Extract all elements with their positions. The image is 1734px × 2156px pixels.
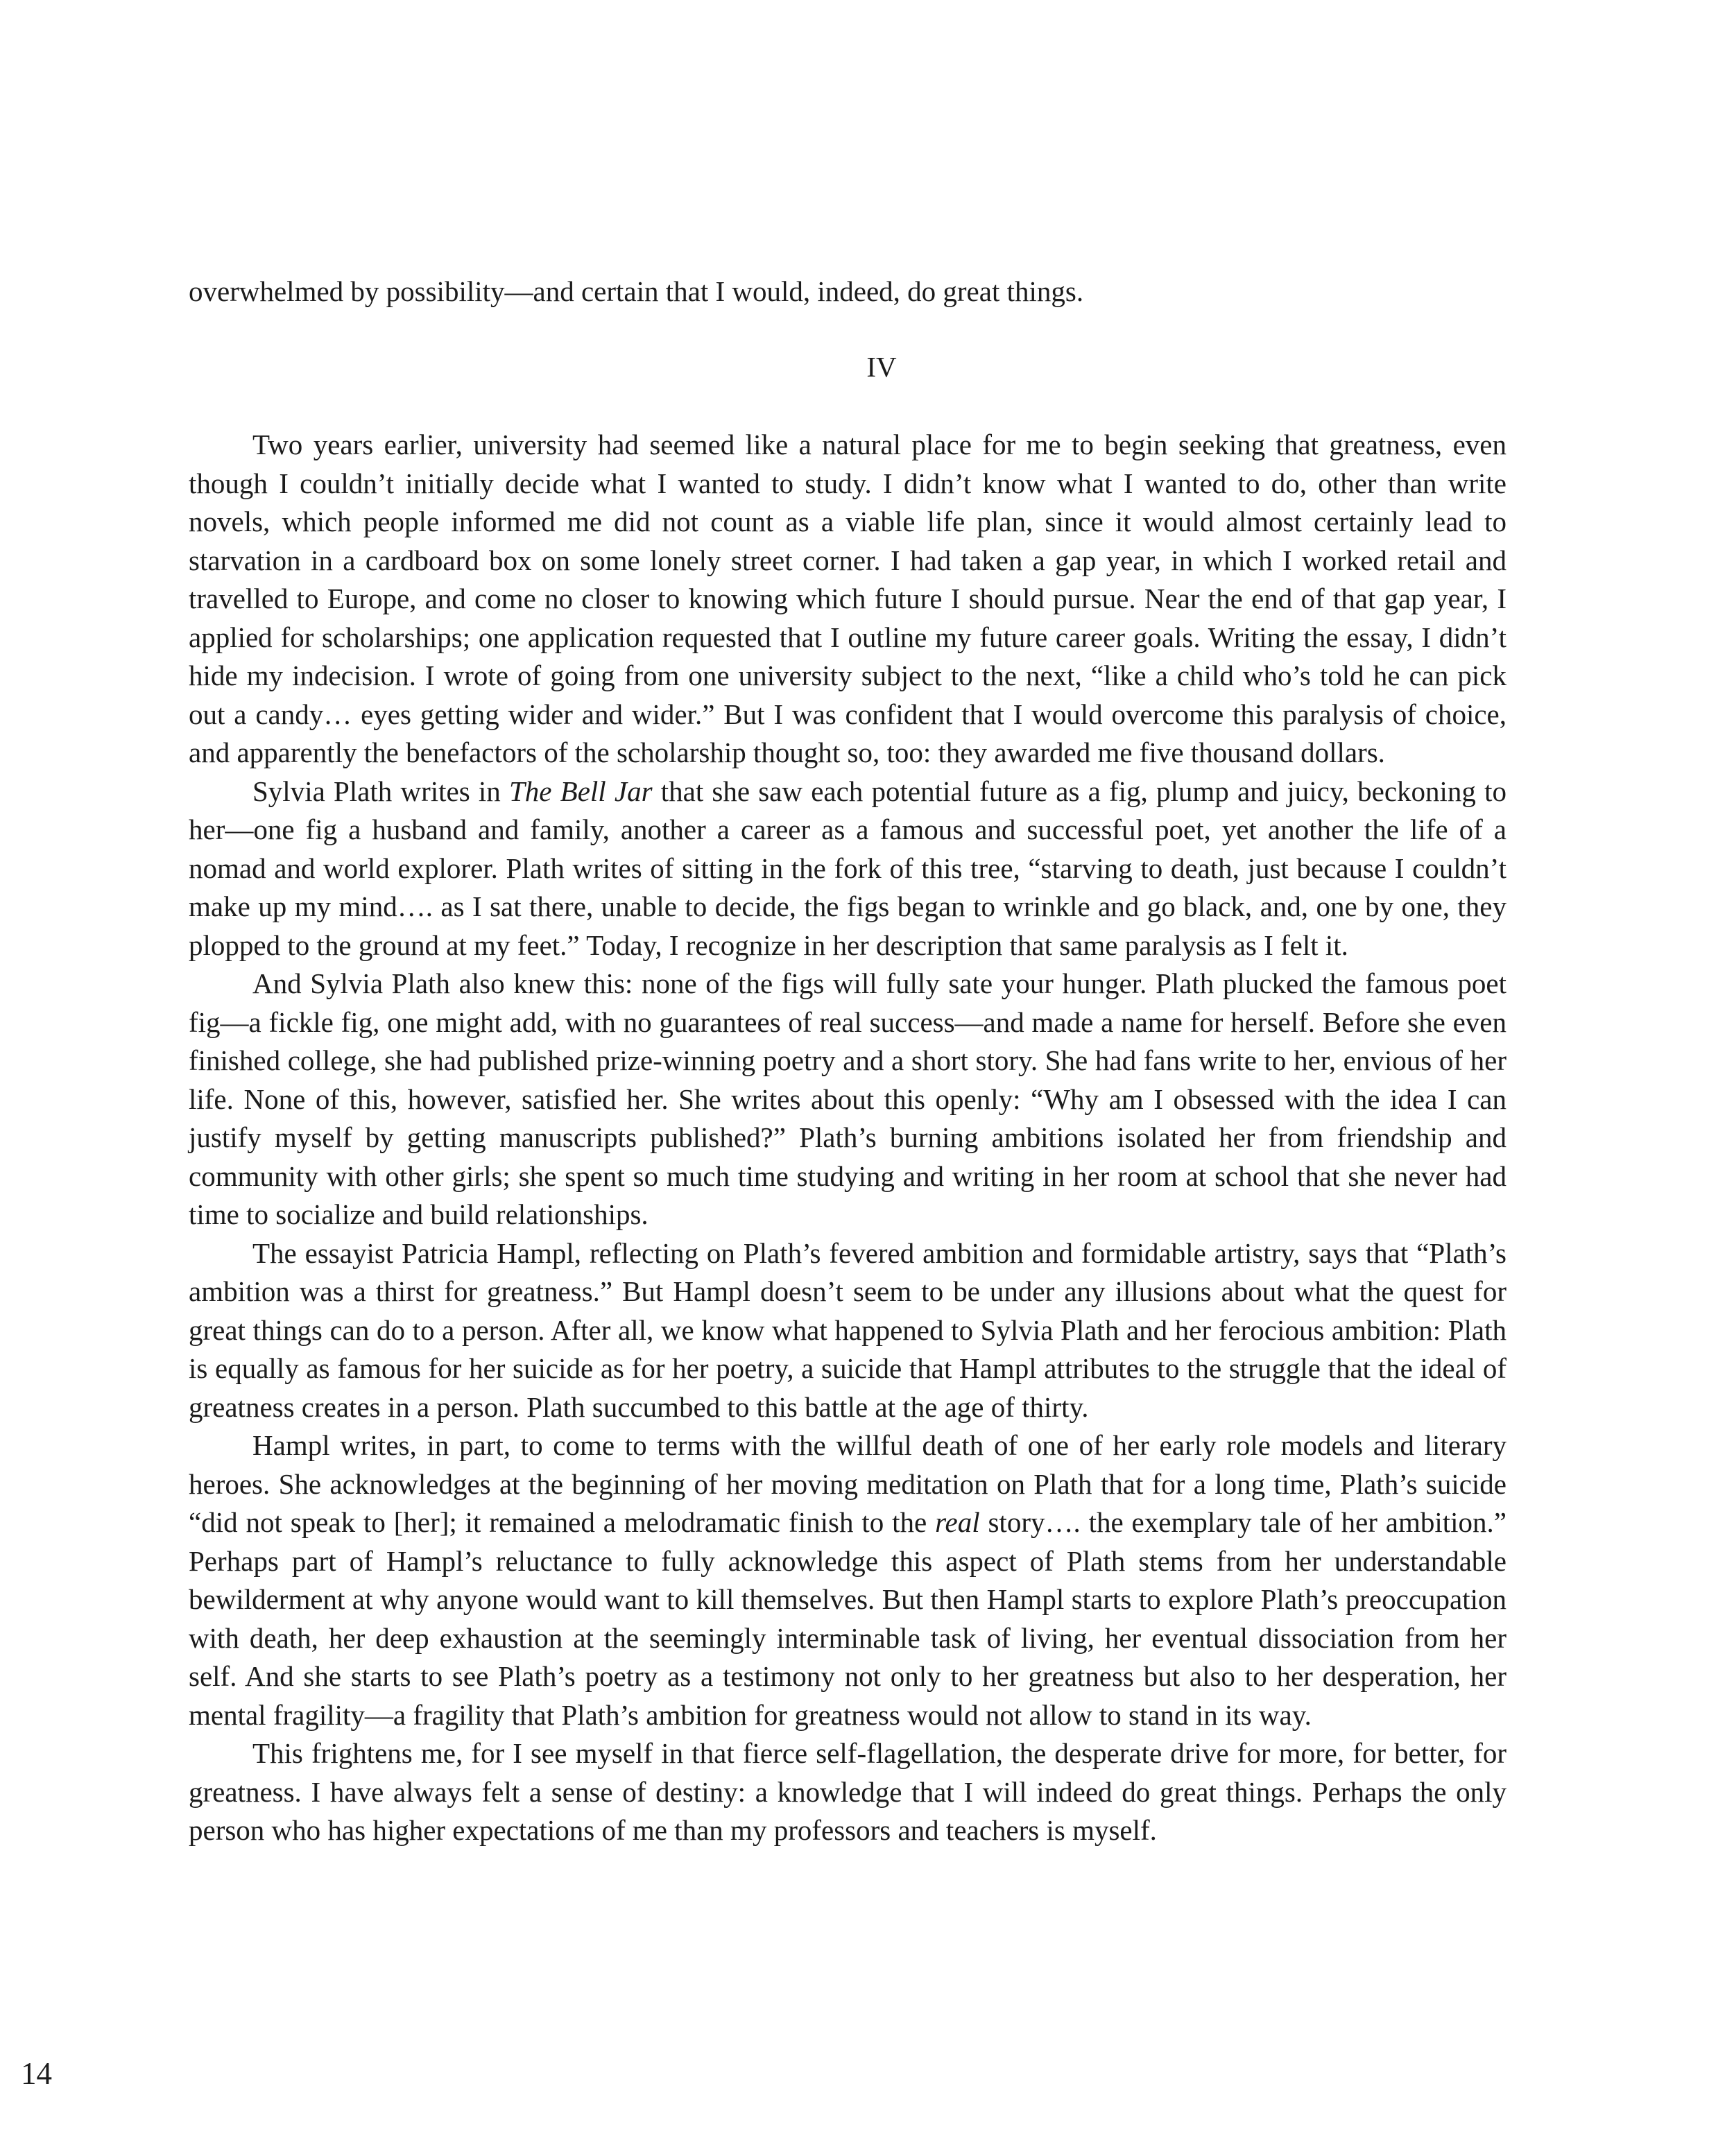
paragraph-text: Hampl writes, in part, to come to terms with the willful death of one of her early role models and literary heroes. She acknowledges at the beginning of her moving meditation on Plath that for a long time, Plath’s suicide “did not speak to [her]; it remained a melodramatic finish to the — [189, 1429, 1506, 1538]
paragraph-text: The essayist Patricia Hampl, reflecting on Plath’s fevered ambition and formidable artistry, says that “Plath’s ambition was a thirst for greatness.” But Hampl doesn’t seem to be under any illusions about what the quest for great things can do to a person. After all, we know what happened to Sylvia Plath and her ferocious ambition: Plath is equally as famous for her suicide as for her poetry, a suicide that Hampl attributes to the struggle that the ideal of greatness creates in a person. Plath succumbed to this battle at the age of thirty. — [189, 1236, 1506, 1423]
paragraph-2 — [189, 773, 1506, 965]
paragraph-3 — [189, 965, 1506, 1234]
paragraph-text: that she saw each potential future as a fig, plump and juicy, beckoning to her—one fig a husband and family, another a career as a famous and successful poet, yet another the life of a nomad and world explorer. Plath writes of sitting in the fork of this tree, “starving to death, just because I couldn’t make up my mind…. as I sat there, unable to decide, the figs began to wrinkle and go black, and, one by one, they plopped to the ground at my feet.” Today, I recognize in her description that same paralysis as I felt it. — [189, 775, 1507, 961]
paragraph-text: This frightens me, for I see myself in that fierce self-flagellation, the desperate drive for more, for better, for greatness. I have always felt a sense of destiny: a knowledge that I will indeed do great things. Perhaps the only person who has higher expectations of me than my professors and teachers is myself. — [189, 1737, 1506, 1846]
paragraph-6 — [189, 1734, 1506, 1850]
body-text — [189, 426, 1506, 1850]
paragraph-text: And Sylvia Plath also knew this: none of the figs will fully sate your hunger. Plath plucked the famous poet fig—a fickle fig, one might add, with no guarantees of real success—and made a name for herself. Before she even finished college, she had published prize-winning poetry and a short story. She had fans write to her, envious of her life. None of this, however, satisfied her. She writes about this openly: “Why am I obsessed with the idea I can justify myself by getting manuscripts published?” Plath’s burning ambitions isolated her from friendship and community with other girls; she spent so much time studying and writing in her room at school that she never had time to socialize and build relationships. — [189, 967, 1506, 1230]
paragraph-text: Two years earlier, university had seemed like a natural place for me to begin seeking that greatness, even though I couldn’t initially decide what I wanted to study. I didn’t know what I wanted to do, other than write novels, which people informed me did not count as a viable life plan, since it would almost certainly lead to starvation in a cardboard box on some lonely street corner. I had taken a gap year, in which I worked retail and travelled to Europe, and come no closer to knowing which future I should pursue. Near the end of that gap year, I applied for scholarships; one application requested that I outline my future career goals. Writing the essay, I didn’t hide my indecision. I wrote of going from one university subject to the next, “like a child who’s told he can pick out a candy… eyes getting wider and wider.” But I was confident that I would overcome this paralysis of choice, and apparently the benefactors of the scholarship thought so, too: they awarded me five thousand dollars. — [189, 429, 1506, 768]
carry-over-line: overwhelmed by possibility—and certain that I would, indeed, do great things. — [189, 275, 1084, 307]
paragraph-1 — [189, 426, 1506, 773]
section-heading: IV — [866, 351, 897, 383]
paragraph-text: story…. the exemplary tale of her ambition.” Perhaps part of Hampl’s reluctance to fully acknowledge this aspect of Plath stems from her understandable bewilderment at why anyone would want to kill themselves. But then Hampl starts to explore Plath’s preoccupation with death, her deep exhaustion at the seemingly interminable task of living, her eventual dissociation from her self. And she starts to see Plath’s poetry as a testimony not only to her greatness but also to her desperation, her mental fragility—a fragility that Plath’s ambition for greatness would not allow to stand in its way. — [189, 1506, 1506, 1731]
emphasized-word: real — [935, 1506, 980, 1538]
page-number: 14 — [21, 2056, 52, 2091]
paragraph-text: Sylvia Plath writes in — [252, 775, 509, 807]
paragraph-4 — [189, 1234, 1506, 1427]
paragraph-5 — [189, 1426, 1506, 1734]
book-title: The Bell Jar — [508, 775, 653, 807]
